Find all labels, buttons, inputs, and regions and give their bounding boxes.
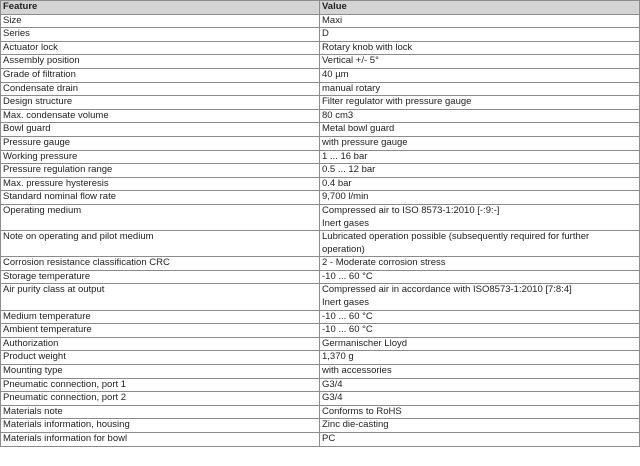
value-cell: G3/4 xyxy=(320,392,640,406)
feature-cell: Ambient temperature xyxy=(1,324,320,338)
feature-cell: Standard nominal flow rate xyxy=(1,191,320,205)
value-cell: Germanischer Lloyd xyxy=(320,337,640,351)
value-line: Compressed air in accordance with ISO8573-1:2010 [7:8:4] xyxy=(322,284,572,296)
feature-cell: Condensate drain xyxy=(1,82,320,96)
feature-cell: Pressure regulation range xyxy=(1,164,320,178)
table-row xyxy=(1,337,640,351)
feature-cell: Assembly position xyxy=(1,55,320,69)
table-row xyxy=(1,82,640,96)
value-cell: with accessories xyxy=(320,365,640,379)
table-row xyxy=(1,231,640,257)
feature-cell: Materials note xyxy=(1,405,320,419)
feature-cell: Mounting type xyxy=(1,365,320,379)
table-row xyxy=(1,270,640,284)
table-row xyxy=(1,68,640,82)
value-column-header: Value xyxy=(320,1,640,15)
feature-cell: Actuator lock xyxy=(1,41,320,55)
value-cell: PC xyxy=(320,433,640,447)
table-row xyxy=(1,310,640,324)
table-row xyxy=(1,14,640,28)
feature-cell: Grade of filtration xyxy=(1,68,320,82)
value-cell xyxy=(320,231,640,257)
table-body xyxy=(1,14,640,446)
table-row xyxy=(1,365,640,379)
table-row xyxy=(1,150,640,164)
table-row xyxy=(1,177,640,191)
value-cell: manual rotary xyxy=(320,82,640,96)
value-cell: 9,700 l/min xyxy=(320,191,640,205)
table-row xyxy=(1,164,640,178)
table-row xyxy=(1,324,640,338)
table-row xyxy=(1,284,640,310)
table-row xyxy=(1,433,640,447)
feature-cell: Air purity class at output xyxy=(1,284,320,310)
feature-cell: Max. pressure hysteresis xyxy=(1,177,320,191)
feature-cell: Storage temperature xyxy=(1,270,320,284)
value-cell: 1 ... 16 bar xyxy=(320,150,640,164)
feature-cell: Bowl guard xyxy=(1,123,320,137)
value-line: operation) xyxy=(322,243,365,255)
table-row xyxy=(1,109,640,123)
feature-cell: Design structure xyxy=(1,96,320,110)
value-cell: Maxi xyxy=(320,14,640,28)
table-row xyxy=(1,55,640,69)
table-row xyxy=(1,41,640,55)
table-row xyxy=(1,204,640,230)
value-cell: D xyxy=(320,28,640,42)
value-cell: Vertical +/- 5° xyxy=(320,55,640,69)
feature-cell: Size xyxy=(1,14,320,28)
value-line: Inert gases xyxy=(322,297,369,309)
table-header-row xyxy=(1,1,640,15)
feature-cell: Series xyxy=(1,28,320,42)
feature-cell: Corrosion resistance classification CRC xyxy=(1,257,320,271)
table-row xyxy=(1,123,640,137)
feature-cell: Working pressure xyxy=(1,150,320,164)
value-cell: 2 - Moderate corrosion stress xyxy=(320,257,640,271)
value-cell xyxy=(320,204,640,230)
value-cell: -10 ... 60 °C xyxy=(320,324,640,338)
table-row xyxy=(1,96,640,110)
table-row xyxy=(1,28,640,42)
value-line: Inert gases xyxy=(322,217,369,229)
value-cell: Metal bowl guard xyxy=(320,123,640,137)
value-line: Compressed air to ISO 8573-1:2010 [-:9:-] xyxy=(322,204,500,216)
table-row xyxy=(1,378,640,392)
table-row xyxy=(1,191,640,205)
value-cell: G3/4 xyxy=(320,378,640,392)
table-row xyxy=(1,405,640,419)
table-row xyxy=(1,257,640,271)
feature-cell: Materials information for bowl xyxy=(1,433,320,447)
value-cell: with pressure gauge xyxy=(320,136,640,150)
value-cell xyxy=(320,284,640,310)
table-row xyxy=(1,392,640,406)
value-cell: 1,370 g xyxy=(320,351,640,365)
value-cell: 0.4 bar xyxy=(320,177,640,191)
feature-cell: Product weight xyxy=(1,351,320,365)
value-cell: Zinc die-casting xyxy=(320,419,640,433)
feature-cell: Pressure gauge xyxy=(1,136,320,150)
value-cell: Conforms to RoHS xyxy=(320,405,640,419)
value-cell: 0.5 ... 12 bar xyxy=(320,164,640,178)
table-row xyxy=(1,419,640,433)
feature-cell: Materials information, housing xyxy=(1,419,320,433)
value-line: Lubricated operation possible (subsequently required for further xyxy=(322,231,590,243)
feature-cell: Max. condensate volume xyxy=(1,109,320,123)
feature-column-header: Feature xyxy=(1,1,320,15)
value-cell: 80 cm3 xyxy=(320,109,640,123)
value-cell: -10 ... 60 °C xyxy=(320,310,640,324)
feature-cell: Operating medium xyxy=(1,204,320,230)
table-row xyxy=(1,136,640,150)
feature-cell: Note on operating and pilot medium xyxy=(1,231,320,257)
feature-cell: Authorization xyxy=(1,337,320,351)
value-cell: 40 µm xyxy=(320,68,640,82)
feature-cell: Medium temperature xyxy=(1,310,320,324)
table-row xyxy=(1,351,640,365)
value-cell: Filter regulator with pressure gauge xyxy=(320,96,640,110)
value-cell: Rotary knob with lock xyxy=(320,41,640,55)
feature-cell: Pneumatic connection, port 1 xyxy=(1,378,320,392)
value-cell: -10 ... 60 °C xyxy=(320,270,640,284)
feature-cell: Pneumatic connection, port 2 xyxy=(1,392,320,406)
